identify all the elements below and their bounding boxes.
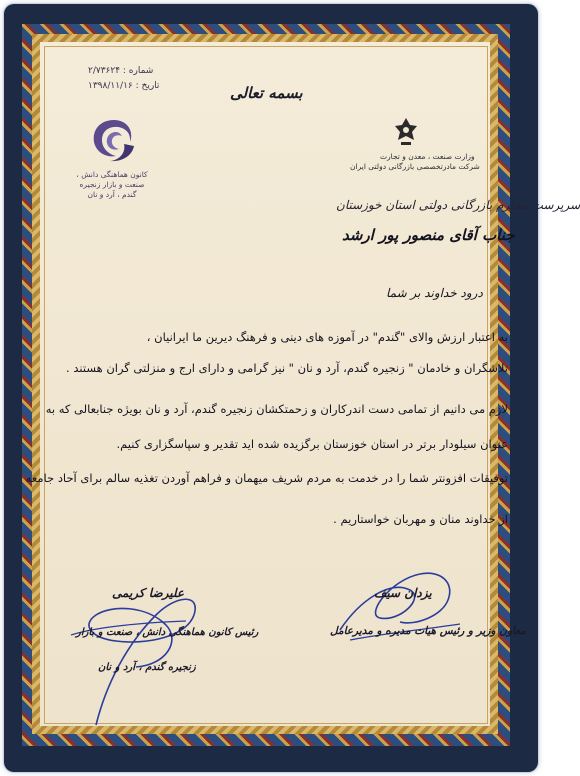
company-name: شرکت مادرتخصصی بازرگانی دولتی ایران [350,162,480,171]
bismillah-heading: بسمه تعالی [230,84,303,102]
signer-right-name: یزدان سیف [374,586,432,600]
body-line: به اعتبار ارزش والای "گندم" در آموزه های دینی و فرهنگ دیرین ما ایرانیان ، [146,330,508,344]
letter-number: شماره : ۲/۷۳۶۲۴ [88,66,154,76]
signer-left-title-line2: زنجیره گندم ، آرد و نان [98,662,196,673]
body-line: توفیقات افزونتر شما را در خدمت به مردم شریف میهمان و فراهم آوردن تغذیه سالم برای آحاد جامعه [25,471,508,485]
body-line: لازم می دانیم از تمامی دست اندرکاران و زحمتکشان زنجیره گندم، آرد و نان بویژه جنابعالی که به [45,402,508,416]
letter-date: تاریخ : ۱۳۹۸/۱۱/۱۶ [88,81,160,91]
kanoon-logo-icon [86,114,142,166]
body-line: از خداوند منان و مهربان خواستاریم . [333,512,508,526]
kanoon-logo-caption: کانون هماهنگی دانش ، صنعت و بازار زنجیره گندم ، آرد و نان [76,170,148,199]
addressee-name: جناب آقای منصور پور ارشد [342,226,515,244]
body-line: تلاشگران و خادمان " زنجیره گندم، آرد و نان " نیز گرامی و دارای ارج و منزلتی گران هستند . [66,361,508,375]
signer-left-name: علیرضا کریمی [112,586,185,600]
body-line: عنوان سیلودار برتر در استان خوزستان برگزیده شده اید تقدیر و سپاسگزاری کنیم. [116,437,508,451]
ministry-name: وزارت صنعت ، معدن و تجارت [380,152,475,161]
addressee-title: سرپرست محترم بازرگانی دولتی استان خوزستان [336,198,580,212]
ministry-logo-icon [393,116,419,148]
signer-right-title: معاون وزیر و رئیس هیات مدیره و مدیرعامل [330,625,526,637]
signer-left-title: رئیس کانون هماهنگی دانش ، صنعت و بازار [76,627,259,638]
greeting: درود خداوند بر شما [386,286,483,300]
